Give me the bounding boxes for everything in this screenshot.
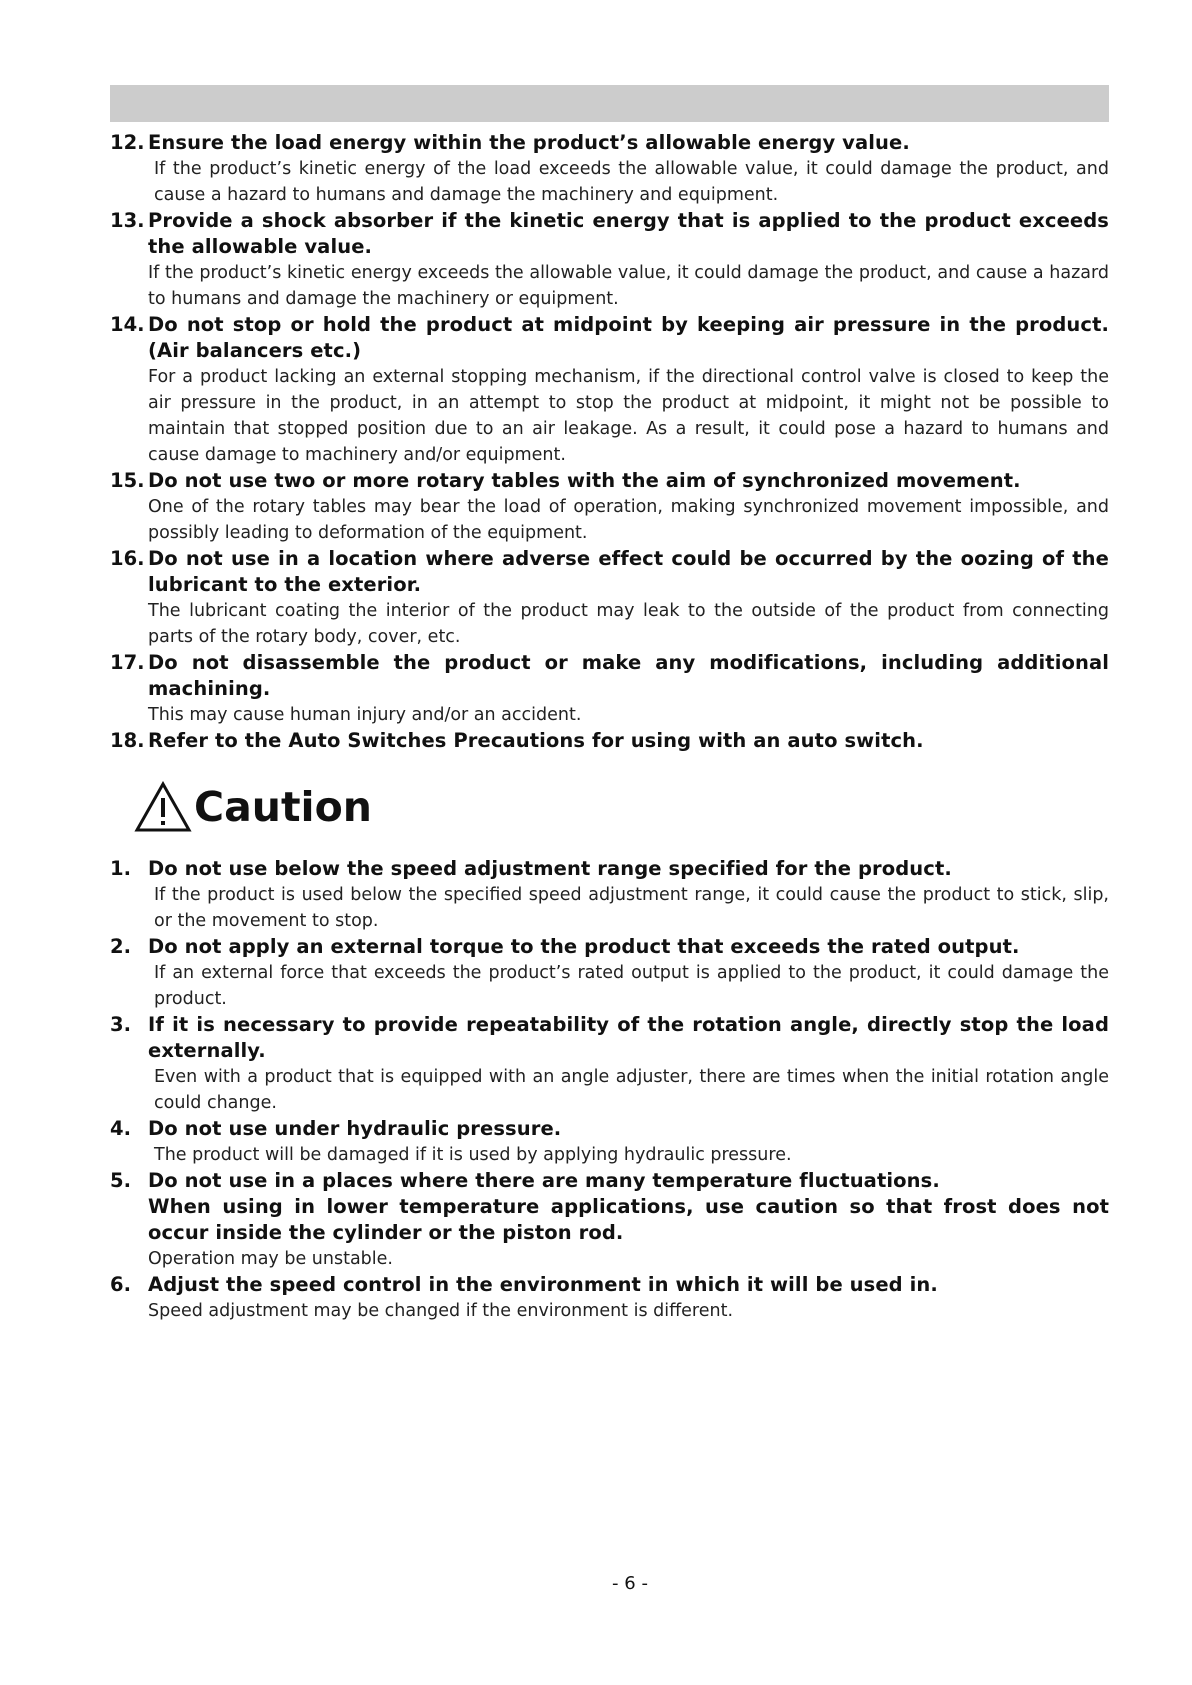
item-title: If it is necessary to provide repeatability of the rotation angle, directly stop the load externally. (148, 1013, 1109, 1062)
item-description: This may cause human injury and/or an accident. (148, 705, 582, 725)
list-item (110, 728, 1109, 754)
item-number: 12. (110, 131, 145, 154)
warning-triangle-icon (134, 781, 192, 833)
list-item (110, 1272, 1109, 1324)
list-item (110, 856, 1109, 934)
item-number: 15. (110, 469, 145, 492)
item-number: 4. (110, 1117, 131, 1140)
item-subtitle: When using in lower temperature applications, use caution so that frost does not occur inside the cylinder or the piston rod. (148, 1195, 1109, 1244)
caution-title: Caution (194, 783, 372, 831)
item-number: 6. (110, 1273, 131, 1296)
item-number: 16. (110, 547, 145, 570)
list-item (110, 650, 1109, 728)
item-title: Do not apply an external torque to the product that exceeds the rated output. (148, 935, 1020, 958)
page-number: - 6 - (612, 1573, 648, 1594)
item-description: Speed adjustment may be changed if the environment is different. (148, 1301, 734, 1321)
warning-list (110, 130, 1109, 754)
item-number: 1. (110, 857, 131, 880)
item-description: The product will be damaged if it is used by applying hydraulic pressure. (154, 1145, 792, 1165)
item-number: 5. (110, 1169, 131, 1192)
list-item (110, 934, 1109, 1012)
item-title: Do not use in a places where there are many temperature fluctuations. (148, 1169, 940, 1192)
item-title: Ensure the load energy within the product’s allowable energy value. (148, 131, 910, 154)
item-description: If the product’s kinetic energy exceeds the allowable value, it could damage the product, and cause a hazard to humans and damage the machinery or equipment. (148, 263, 1109, 309)
item-number: 14. (110, 313, 145, 336)
caution-list (110, 856, 1109, 1324)
item-title: Do not use below the speed adjustment range specified for the product. (148, 857, 952, 880)
item-title: Provide a shock absorber if the kinetic energy that is applied to the product exceeds the allowable value. (148, 209, 1109, 258)
item-description: Even with a product that is equipped with an angle adjuster, there are times when the initial rotation angle could change. (154, 1067, 1109, 1113)
list-item (110, 1168, 1109, 1272)
item-title: Do not disassemble the product or make any modifications, including additional machining. (148, 651, 1109, 700)
item-number: 2. (110, 935, 131, 958)
list-item (110, 1116, 1109, 1168)
item-title: Do not use in a location where adverse effect could be occurred by the oozing of the lubricant to the exterior. (148, 547, 1109, 596)
item-number: 13. (110, 209, 145, 232)
item-description: Operation may be unstable. (148, 1249, 393, 1269)
item-title: Adjust the speed control in the environment in which it will be used in. (148, 1273, 938, 1296)
item-description: If an external force that exceeds the product’s rated output is applied to the product, it could damage the product. (154, 963, 1109, 1009)
list-item (110, 468, 1109, 546)
item-number: 17. (110, 651, 145, 674)
list-item (110, 312, 1109, 468)
list-item (110, 546, 1109, 650)
caution-heading (134, 777, 372, 837)
item-title: Do not use under hydraulic pressure. (148, 1117, 562, 1140)
item-number: 3. (110, 1013, 131, 1036)
item-description: One of the rotary tables may bear the load of operation, making synchronized movement impossible, and possibly leading to deformation of the equipment. (148, 497, 1109, 543)
section-header-bar (110, 85, 1109, 122)
item-description: If the product is used below the specified speed adjustment range, it could cause the product to stick, slip, or the movement to stop. (154, 885, 1109, 931)
item-title: Do not use two or more rotary tables with the aim of synchronized movement. (148, 469, 1021, 492)
item-description: For a product lacking an external stopping mechanism, if the directional control valve is closed to keep the air pressure in the product, in an attempt to stop the product at midpoint, it might not be possible to maintain that stopped position due to an air leakage. As a result, it could pose a hazard to humans and cause damage to machinery and/or equipment. (148, 367, 1109, 465)
list-item (110, 208, 1109, 312)
item-title: Refer to the Auto Switches Precautions for using with an auto switch. (148, 729, 924, 752)
list-item (110, 130, 1109, 208)
item-number: 18. (110, 729, 145, 752)
item-description: The lubricant coating the interior of the product may leak to the outside of the product from connecting parts of the rotary body, cover, etc. (148, 601, 1109, 647)
list-item (110, 1012, 1109, 1116)
item-title: Do not stop or hold the product at midpoint by keeping air pressure in the product. (Air balancers etc.) (148, 313, 1109, 362)
item-description: If the product’s kinetic energy of the load exceeds the allowable value, it could damage the product, and cause a hazard to humans and damage the machinery and equipment. (154, 159, 1109, 205)
